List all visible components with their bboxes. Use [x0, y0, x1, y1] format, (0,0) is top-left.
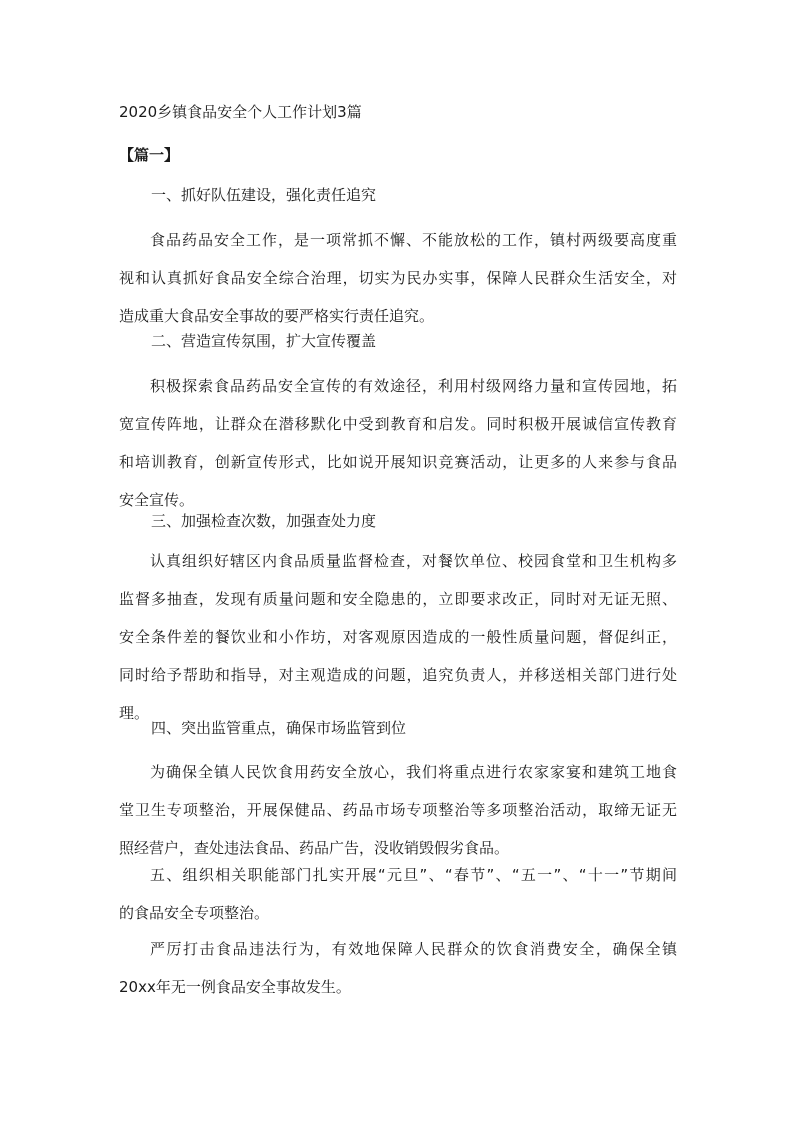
paragraph-4: [119, 753, 677, 867]
paragraph-line: 严厉打击食品违法行为，有效地保障人民群众的饮食消费安全，确保全镇: [150, 940, 677, 958]
paragraph-line: 照经营户，查处违法食品、药品广告，没收销毁假劣食品。: [119, 839, 510, 857]
paragraph-line: 视和认真抓好食品安全综合治理，切实为民办实事，保障人民群众生活安全，对: [119, 269, 677, 287]
heading-3: 三、加强检查次数，加强查处力度: [151, 512, 377, 530]
paragraph-line: 安全宣传。: [119, 491, 195, 509]
paragraph-3: [119, 542, 677, 732]
heading-5-line: 五、组织相关职能部门扎实开展“元旦”、“春节”、“五一”、“十一”节期间: [150, 866, 677, 884]
heading-5: [119, 856, 677, 932]
section-label: 【篇一】: [119, 146, 180, 164]
paragraph-line: 堂卫生专项整治，开展保健品、药品市场专项整治等多项整治活动，取缔无证无: [119, 801, 677, 819]
paragraph-line: 造成重大食品安全事故的要严格实行责任追究。: [119, 307, 435, 325]
heading-2: 二、营造宣传氛围，扩大宣传覆盖: [151, 332, 377, 350]
paragraph-line: 同时给予帮助和指导，对主观造成的问题，追究负责人，并移送相关部门进行处: [119, 666, 677, 684]
paragraph-line: 宽宣传阵地，让群众在潜移默化中受到教育和启发。同时积极开展诚信宣传教育: [119, 415, 677, 433]
document-title: 2020乡镇食品安全个人工作计划3篇: [119, 103, 362, 121]
heading-5-line: 的食品安全专项整治。: [119, 904, 270, 922]
paragraph-line: 理。: [119, 704, 150, 722]
paragraph-line: 20xx年无一例食品安全事故发生。: [119, 978, 351, 996]
paragraph-line: 监督多抽查，发现有质量问题和安全隐患的，立即要求改正，同时对无证无照、: [119, 590, 677, 608]
paragraph-line: 积极探索食品药品安全宣传的有效途径，利用村级网络力量和宣传园地，拓: [150, 377, 677, 395]
paragraph-1: [119, 221, 677, 335]
heading-1: 一、抓好队伍建设，强化责任追究: [151, 186, 377, 204]
paragraph-line: 认真组织好辖区内食品质量监督检查，对餐饮单位、校园食堂和卫生机构多: [150, 552, 677, 570]
paragraph-line: 为确保全镇人民饮食用药安全放心，我们将重点进行农家家宴和建筑工地食: [150, 763, 677, 781]
paragraph-line: 食品药品安全工作，是一项常抓不懈、不能放松的工作，镇村两级要高度重: [150, 231, 677, 249]
paragraph-line: 安全条件差的餐饮业和小作坊，对客观原因造成的一般性质量问题，督促纠正，: [119, 628, 677, 646]
paragraph-2: [119, 367, 677, 519]
paragraph-line: 和培训教育，创新宣传形式，比如说开展知识竞赛活动，让更多的人来参与食品: [119, 453, 677, 471]
heading-4: 四、突出监管重点，确保市场监管到位: [151, 719, 407, 737]
paragraph-5: [119, 930, 677, 1006]
